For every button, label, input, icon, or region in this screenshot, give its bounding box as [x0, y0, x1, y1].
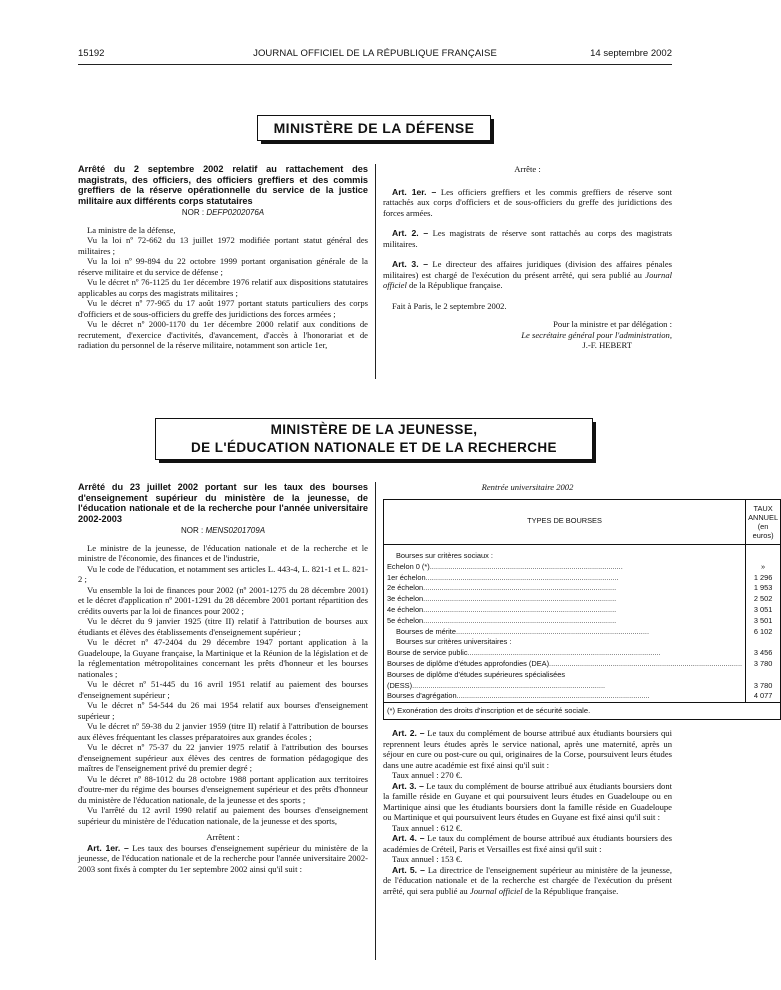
section1-right-column — [383, 164, 672, 351]
table-caption: Rentrée universitaire 2002 — [481, 482, 574, 492]
table-row — [384, 648, 781, 659]
article-label: Art. 2. – — [392, 728, 425, 739]
leader-dots: .............................................................................................. — [425, 572, 619, 582]
bourse-type-cell — [384, 616, 746, 627]
article-text: Les officiers greffiers et les commis greffiers de réserve sont rattachés aux corps d'officiers et de sous-officiers du greffe des juridictions des forces armées. — [383, 186, 673, 218]
nor-label: NOR : — [180, 526, 204, 536]
ministry-title: MINISTÈRE DE LA DÉFENSE — [273, 120, 475, 136]
leader-dots: .............................................................................................. — [467, 648, 661, 658]
article-paragraph — [383, 728, 672, 770]
table-row — [384, 551, 781, 562]
ministry-banner-defense — [257, 115, 491, 141]
table-row — [384, 594, 781, 605]
table-row — [384, 627, 781, 638]
article-label: Art. 4. – — [392, 833, 425, 844]
bourse-type-label: Bourse de service public — [387, 648, 468, 658]
article-paragraph — [383, 228, 672, 249]
bourse-type-label: 5e échelon — [387, 615, 424, 625]
article-text: de la République française. — [524, 885, 619, 896]
bourse-type-cell — [384, 691, 746, 702]
bourse-type-cell — [384, 637, 746, 648]
article-text: Le directeur des affaires juridiques (division des affaires pénales militaires) est chargé de l'exécution du présent arrêté, qui sera publié au — [383, 259, 672, 280]
article-label: Art. 1er. – — [87, 842, 129, 853]
rate-value-cell: 3 456 — [746, 648, 781, 659]
bourse-type-label: (DESS) — [387, 680, 413, 690]
journal-name: Journal officiel — [383, 269, 672, 290]
article-label: Art. 5. – — [392, 864, 425, 875]
table-header-row — [384, 499, 781, 544]
section2-left-column — [78, 482, 368, 874]
visa-paragraph: Vu la loi nº 72-662 du 13 juillet 1972 modifiée portant statut général des militaires ; — [78, 235, 368, 256]
scholarship-rates-table — [383, 499, 781, 721]
article-text: La directrice de l'enseignement supérieur au ministère de la jeunesse, de l'éducation nationale et de la recherche est chargée de l'exécution du présent arrêté, qui sera publié au — [383, 864, 672, 896]
rate-value-cell: 3 051 — [746, 605, 781, 616]
bourse-type-label: Bourses sur critères universitaires : — [396, 637, 512, 647]
article-paragraph — [78, 843, 368, 875]
visa-paragraph: Vu le décret nº 77-965 du 17 août 1977 portant statuts particuliers des corps d'officiers et de sous-officiers du greffe des juridictions des forces armées ; — [78, 298, 368, 319]
nor-code: DEFP0202076A — [206, 208, 265, 218]
arretent-heading: Arrêtent : — [206, 832, 240, 843]
bourse-type-cell — [384, 648, 746, 659]
table-row — [384, 573, 781, 584]
table-body — [384, 544, 781, 720]
decree-title: Arrêté du 2 septembre 2002 relatif au rattachement des magistrats, des officiers, des officiers greffiers et des commis greffiers de la réserve opérationnelle du service de la justice militaire aux différents corps statutaires — [78, 164, 368, 206]
bourse-type-cell — [384, 573, 746, 584]
column-header-types: TYPES DE BOURSES — [384, 499, 746, 544]
article-label: Art. 3. – — [392, 780, 424, 791]
table-row — [384, 659, 781, 670]
page-header — [78, 48, 672, 64]
bourse-type-label: Bourses de diplôme d'études approfondies (DEA) — [387, 658, 550, 668]
table-row — [384, 605, 781, 616]
visa-paragraph: Vu l'arrêté du 12 avril 1990 relatif au paiement des bourses d'enseignement supérieur du ministère de l'éducation nationale, de la jeunesse et des sports, — [78, 805, 368, 826]
visa-paragraph: Vu le décret nº 51-445 du 16 avril 1951 relatif au paiement des bourses d'enseignement supérieur ; — [78, 679, 368, 700]
signature-block — [383, 319, 672, 351]
bourse-type-cell — [384, 551, 746, 562]
nor-reference — [78, 526, 368, 537]
leader-dots: .............................................................................................. — [423, 594, 617, 604]
rate-value-cell: 3 780 — [746, 659, 781, 670]
leader-dots: .............................................................................................. — [429, 561, 623, 571]
rate-value-cell: 3 501 — [746, 616, 781, 627]
rate-value-cell: » — [746, 562, 781, 573]
leader-dots: .............................................................................................. — [456, 691, 650, 701]
rate-line: Taux annuel : 612 €. — [392, 822, 463, 833]
article-paragraph — [383, 781, 672, 823]
leader-dots: .............................................................................................. — [412, 680, 606, 690]
visa-paragraph: Vu le décret nº 2000-1170 du 1er décembre 2000 relatif aux conditions de recrutement, d'exercice d'activités, d'avancement, d'accès à l'honorariat et de radiation du personnel de la réserve militaire, notamment son article 1er, — [78, 319, 368, 351]
bourse-type-cell — [384, 594, 746, 605]
leader-dots: .............................................................................................. — [423, 615, 617, 625]
table-footnote: (*) Exonération des droits d'inscription et de sécurité sociale. — [384, 703, 781, 720]
leader-dots: .............................................................................................. — [549, 658, 743, 668]
bourse-type-label: 1er échelon — [387, 572, 426, 582]
bourse-type-label: 3e échelon — [387, 594, 424, 604]
table-row — [384, 681, 781, 692]
article-label: Art. 1er. – — [392, 186, 437, 197]
table-row — [384, 670, 781, 681]
rate-line: Taux annuel : 153 €. — [392, 854, 463, 865]
article-text: Le taux du complément de bourse attribué aux étudiants boursiers dont la famille réside en Guyane et qui poursuivent leurs études en Guadeloupe ou en Martinique ainsi que les étudiants boursiers dont la famille réside en Guadeloupe ou Martinique et qui poursuivent leurs études en Guyane est fixé ainsi qu'il suit : — [383, 780, 673, 823]
leader-dots: .............................................................................................. — [423, 583, 617, 593]
nor-label: NOR : — [181, 208, 205, 218]
table-row — [384, 562, 781, 573]
bourse-type-cell — [384, 681, 746, 692]
table-note-row — [384, 703, 781, 720]
article-paragraph — [383, 259, 672, 291]
bourse-type-label: Bourses de diplôme d'études supérieures spécialisées — [387, 669, 566, 679]
bourse-type-cell — [384, 605, 746, 616]
visa-paragraph: Vu le décret nº 75-37 du 22 janvier 1975 relatif à l'attribution des bourses d'enseignement supérieur aux élèves des centres de formation pédagogique des maîtres de l'enseignement privé du premier degré ; — [78, 742, 368, 774]
done-at: Fait à Paris, le 2 septembre 2002. — [392, 300, 507, 311]
column-divider — [375, 482, 376, 960]
article-text: Les magistrats de réserve sont rattachés au corps des magistrats militaires. — [383, 228, 672, 249]
table-row — [384, 616, 781, 627]
ministry-title-line1: MINISTÈRE DE LA JEUNESSE, — [270, 422, 478, 437]
visa-paragraph: Vu le décret nº 47-2404 du 29 décembre 1947 portant application à la Guadeloupe, la Guyane française, la Martinique et la Réunion de la législation et de la réglementation métropolitaines concernant les prêts d'honneur et les bourses nationales ; — [78, 637, 368, 679]
visa-paragraph: Vu la loi nº 99-894 du 22 octobre 1999 portant organisation générale de la réserve militaire et du service de défense ; — [78, 256, 368, 277]
visa-paragraph: La ministre de la défense, — [87, 224, 176, 235]
bourse-type-cell — [384, 659, 746, 670]
arrete-heading: Arrête : — [514, 164, 541, 174]
leader-dots: .............................................................................................. — [455, 626, 650, 636]
header-rule — [78, 64, 672, 65]
bourse-type-cell — [384, 583, 746, 594]
bourse-type-label: Bourses sur critères sociaux : — [396, 551, 493, 560]
bourse-type-label: 2e échelon — [387, 583, 424, 593]
visa-paragraph: Vu le code de l'éducation, et notamment ses articles L. 443-4, L. 821-1 et L. 821-2 ; — [78, 563, 368, 585]
rate-header-line2: (en euros) — [752, 521, 774, 540]
article-text: Le taux du complément de bourse attribué aux étudiants boursiers des académies de Créteil, Paris et Versailles est fixé ainsi qu'il suit : — [383, 833, 672, 854]
nor-code: MENS0201709A — [205, 526, 266, 536]
article-text: de la République française. — [409, 280, 503, 290]
column-header-rate — [746, 499, 781, 544]
visa-paragraph: Vu le décret nº 88-1012 du 28 octobre 1988 portant application aux territoires d'outre-mer du régime des bourses d'enseignement supérieur et des prêts d'honneur du ministère de l'éducation nationale, de la jeunesse et des sports ; — [78, 773, 368, 805]
rate-value-cell — [746, 670, 781, 681]
bourse-type-cell — [384, 627, 746, 638]
article-paragraph — [383, 833, 672, 854]
page-number: 15192 — [78, 48, 105, 59]
journal-name: Journal officiel — [469, 885, 523, 896]
visa-paragraph: Vu le décret nº 59-38 du 2 janvier 1959 (titre II) relatif à l'attribution de bourses aux élèves fréquentant les classes préparatoires aux grandes écoles ; — [78, 721, 368, 742]
journal-title: JOURNAL OFFICIEL DE LA RÉPUBLIQUE FRANÇAISE — [253, 48, 497, 59]
visa-paragraph: Vu le décret du 9 janvier 1925 (titre II) relatif à l'attribution de bourses aux étudiants et élèves des établissements d'enseignement supérieur ; — [78, 616, 368, 637]
signature-line: Pour la ministre et par délégation : — [553, 319, 672, 329]
ministry-banner-education — [155, 418, 593, 460]
section2-right-column — [383, 482, 779, 896]
visa-paragraph: Vu le décret nº 76-1125 du 1er décembre 1976 relatif aux dispositions statutaires applicables au corps des magistrats militaires ; — [78, 277, 368, 298]
article-text: Le taux du complément de bourse attribué aux étudiants boursiers qui reprennent leurs études après le service national, après une maternité, après un séjour en cure ou post-cure ou qui, originaires de la Corse, poursuivent leurs études dans une autre académie est fixé ainsi qu'il suit : — [383, 728, 672, 770]
rate-header-line1: TAUX ANNUEL — [748, 503, 779, 522]
decree-title: Arrêté du 23 juillet 2002 portant sur les taux des bourses d'enseignement supérieur du ministère de la jeunesse, de l'éducation nationale et de la recherche pour l'année universitaire 2002-2003 — [78, 482, 368, 524]
bourse-type-cell — [384, 562, 746, 573]
rate-value-cell: 6 102 — [746, 627, 781, 638]
signature-title: Le secrétaire général pour l'administration, — [521, 329, 672, 340]
bourse-type-label: Bourses d'agrégation — [387, 691, 457, 701]
rate-value-cell — [746, 637, 781, 648]
table-row — [384, 637, 781, 648]
article-text: Les taux des bourses d'enseignement supérieur du ministère de la jeunesse, de l'éducation nationale et de la recherche pour l'année universitaire 2002-2003 sont fixés à compter du 1er septembre 2002 ainsi qu'il suit : — [78, 842, 368, 874]
rate-value-cell: 1 296 — [746, 573, 781, 584]
bourse-type-label: Bourses de mérite — [396, 626, 456, 636]
bourse-type-label: 4e échelon — [387, 604, 424, 614]
article-paragraph — [383, 187, 672, 219]
bourse-type-label: Echelon 0 (*) — [387, 561, 430, 571]
article-label: Art. 2. – — [392, 228, 429, 238]
nor-reference — [78, 208, 368, 219]
rate-value-cell: 4 077 — [746, 691, 781, 702]
rate-value-cell: 1 953 — [746, 583, 781, 594]
section1-left-column — [78, 164, 368, 351]
visa-paragraph: Vu ensemble la loi de finances pour 2002 (nº 2001-1275 du 28 décembre 2001) et le décret d'application nº 2001-1291 du 28 décembre 2001 portant répartition des crédits ouverts par la loi de finances pour 2002 ; — [78, 584, 368, 616]
rate-value-cell — [746, 551, 781, 562]
leader-dots: .............................................................................................. — [423, 604, 617, 614]
article-paragraph — [383, 865, 672, 897]
bourse-type-cell — [384, 670, 746, 681]
rate-value-cell: 3 780 — [746, 681, 781, 692]
table-row — [384, 691, 781, 702]
rate-value-cell: 2 502 — [746, 594, 781, 605]
table-row — [384, 583, 781, 594]
visa-paragraph: Le ministre de la jeunesse, de l'éducation nationale et de la recherche et le ministre de l'économie, des finances et de l'industrie, — [78, 542, 368, 564]
visa-paragraph: Vu le décret nº 54-544 du 26 mai 1954 relatif aux bourses d'enseignement supérieur ; — [78, 700, 368, 721]
ministry-title-line2: DE L'ÉDUCATION NATIONALE ET DE LA RECHERCHE — [191, 440, 557, 455]
article-label: Art. 3. – — [392, 259, 429, 269]
signatory-name: J.-F. HEBERT — [582, 340, 632, 350]
column-divider — [375, 164, 376, 379]
publication-date: 14 septembre 2002 — [590, 48, 672, 59]
rate-line: Taux annuel : 270 €. — [392, 770, 463, 781]
